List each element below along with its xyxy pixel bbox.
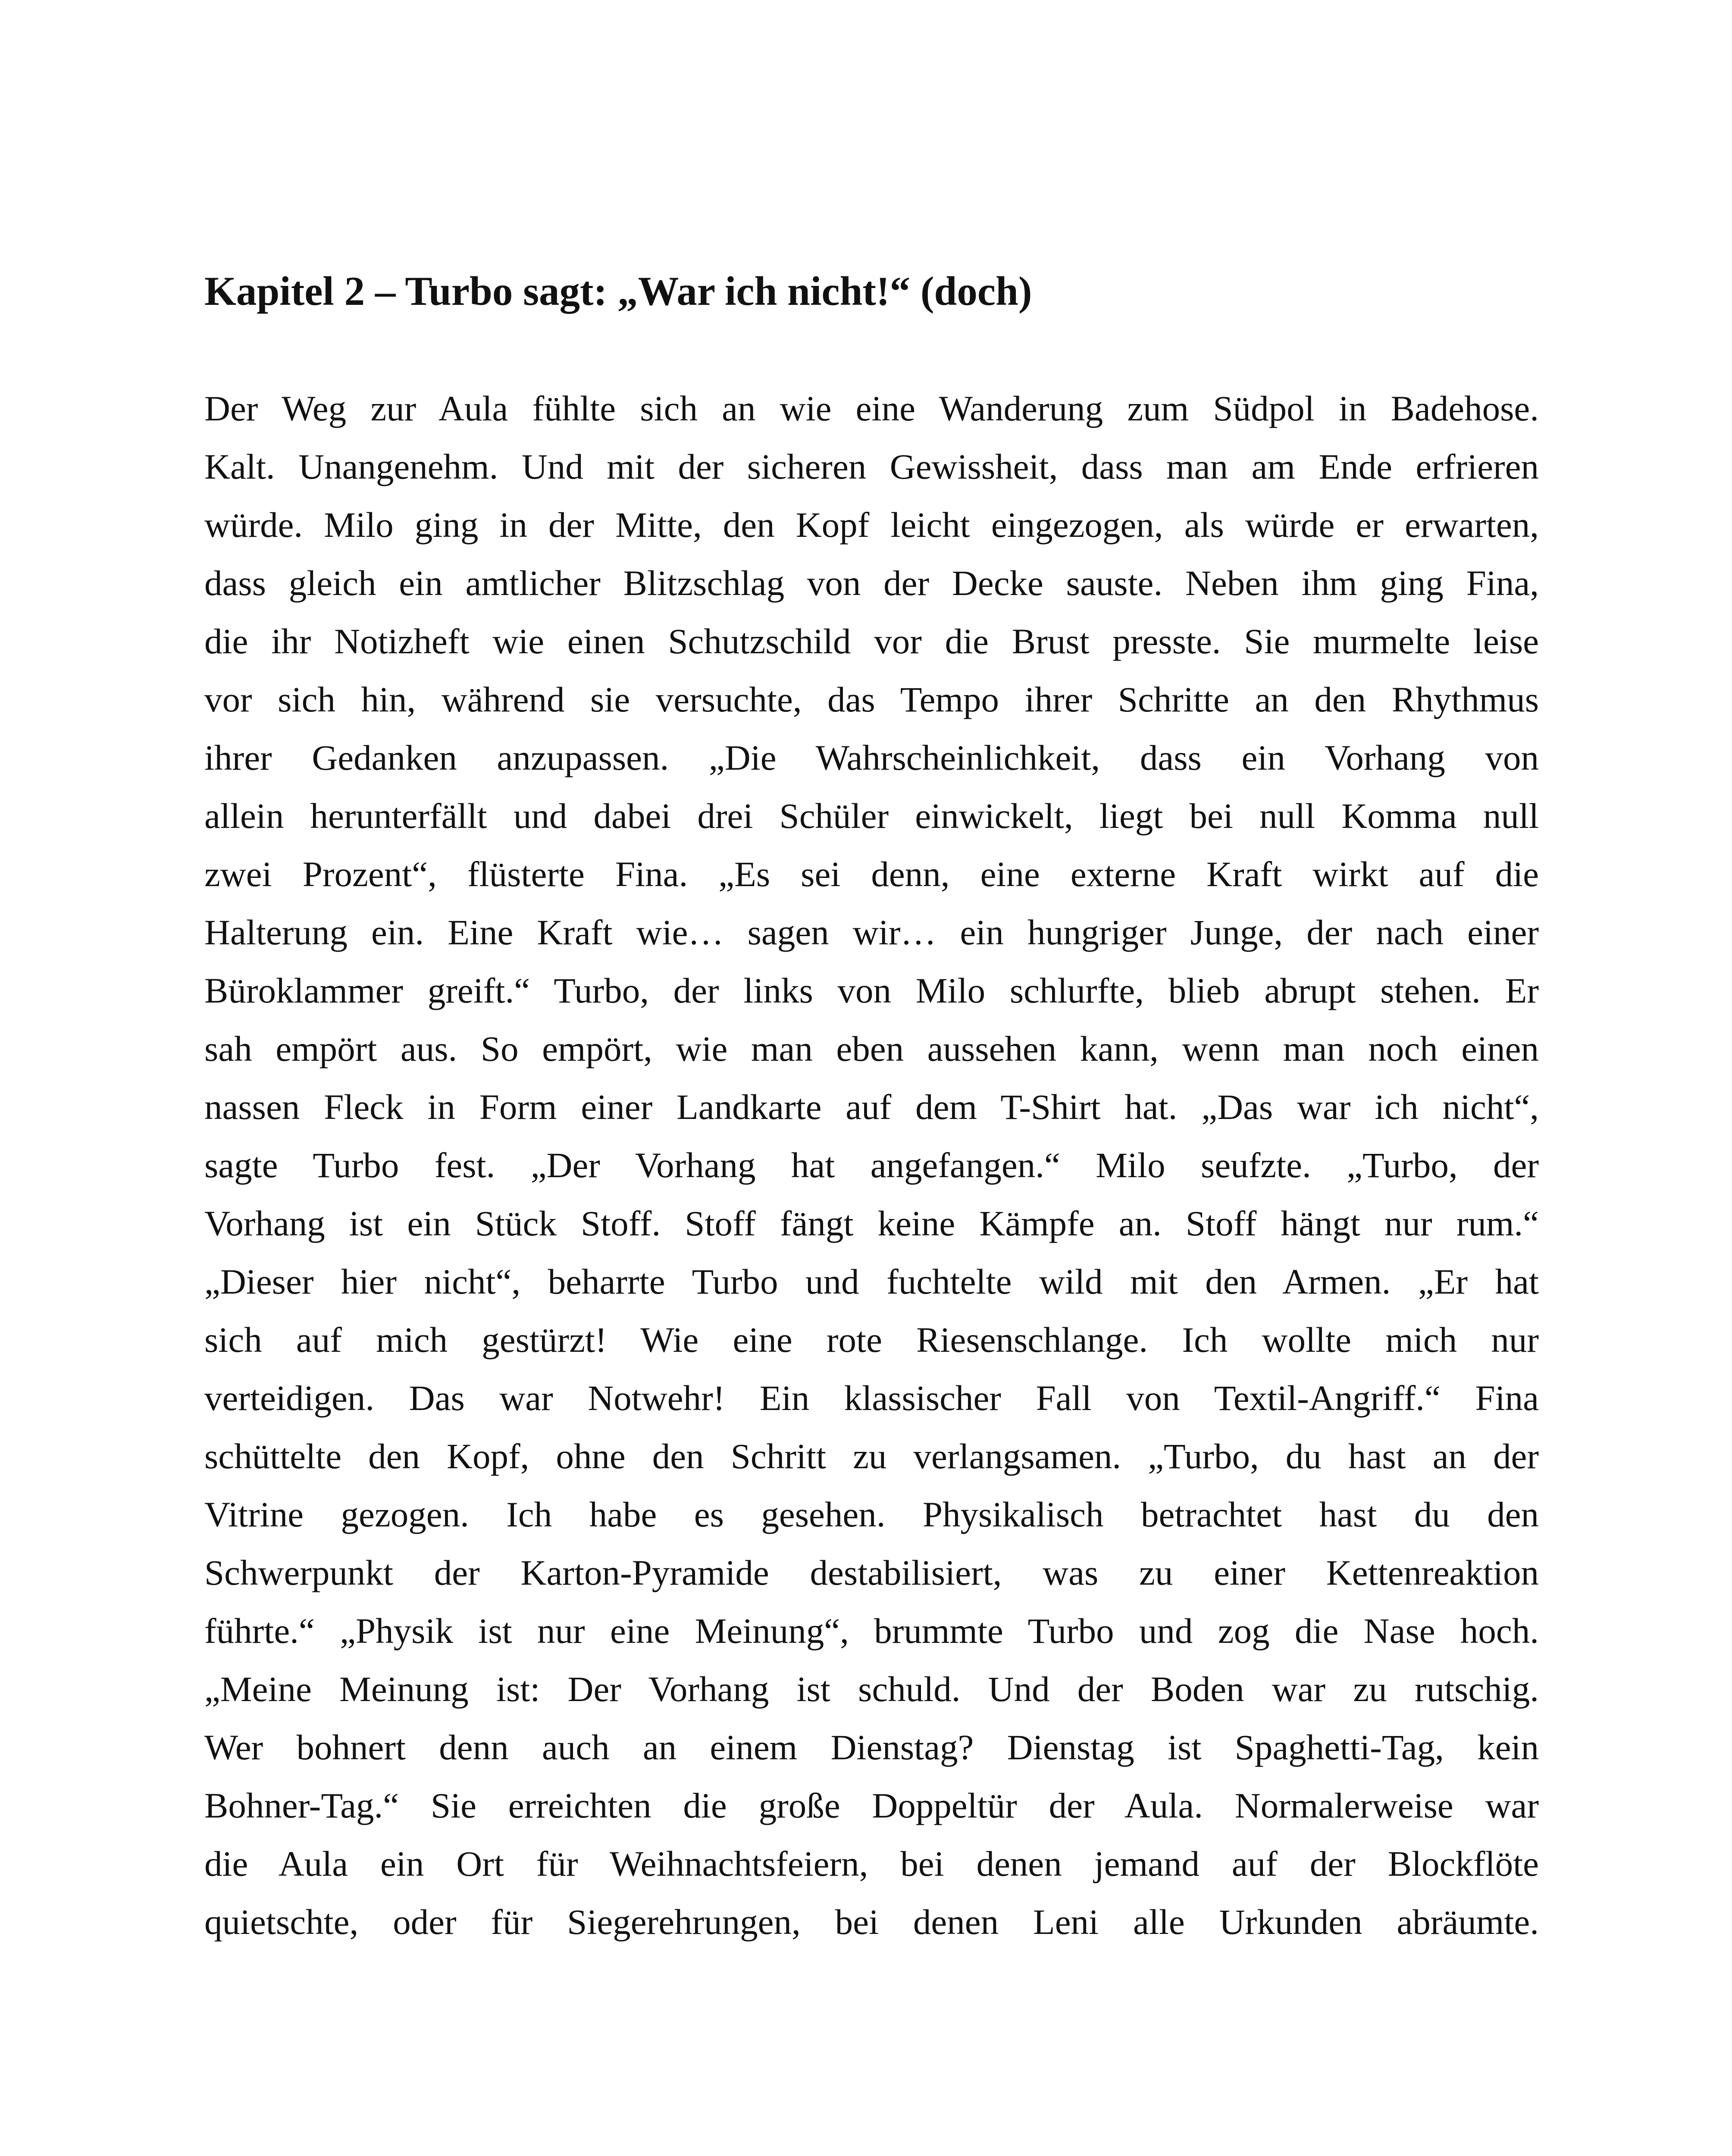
text-line: Vitrine gezogen. Ich habe es gesehen. Physikalisch betrachtet hast du den [204,1495,1539,1534]
text-line: Der Weg zur Aula fühlte sich an wie eine Wanderung zum Südpol in Badehose. [204,389,1539,428]
text-line: dass gleich ein amtlicher Blitzschlag von der Decke sauste. Neben ihm ging Fina, [204,563,1539,603]
text-line: Bohner-Tag.“ Sie erreichten die große Doppeltür der Aula. Normalerweise war [204,1786,1539,1825]
text-line: zwei Prozent“, flüsterte Fina. „Es sei denn, eine externe Kraft wirkt auf die [204,854,1539,894]
chapter-title: Kapitel 2 – Turbo sagt: „War ich nicht!“ (doch) [204,268,1032,314]
text-line: „Dieser hier nicht“, beharrte Turbo und fuchtelte wild mit den Armen. „Er hat [204,1262,1539,1301]
text-line: verteidigen. Das war Notwehr! Ein klassischer Fall von Textil-Angriff.“ Fina [204,1378,1539,1418]
text-line: die ihr Notizheft wie einen Schutzschild vor die Brust presste. Sie murmelte leise [204,621,1539,661]
text-line: nassen Fleck in Form einer Landkarte auf dem T-Shirt hat. „Das war ich nicht“, [204,1087,1539,1127]
body-text [204,379,1539,1951]
text-line: Vorhang ist ein Stück Stoff. Stoff fängt keine Kämpfe an. Stoff hängt nur rum.“ [204,1203,1539,1243]
text-line: sagte Turbo fest. „Der Vorhang hat angefangen.“ Milo seufzte. „Turbo, der [204,1145,1539,1185]
text-line: sah empört aus. So empört, wie man eben aussehen kann, wenn man noch einen [204,1029,1539,1069]
text-line: Wer bohnert denn auch an einem Dienstag? Dienstag ist Spaghetti-Tag, kein [204,1727,1539,1767]
text-line: vor sich hin, während sie versuchte, das Tempo ihrer Schritte an den Rhythmus [204,680,1539,719]
text-line: die Aula ein Ort für Weihnachtsfeiern, bei denen jemand auf der Blockflöte [204,1844,1539,1883]
text-line: Büroklammer greift.“ Turbo, der links von Milo schlurfte, blieb abrupt stehen. Er [204,971,1539,1010]
text-line: schüttelte den Kopf, ohne den Schritt zu verlangsamen. „Turbo, du hast an der [204,1436,1539,1476]
text-line: Kalt. Unangenehm. Und mit der sicheren Gewissheit, dass man am Ende erfrieren [204,447,1539,486]
text-line: „Meine Meinung ist: Der Vorhang ist schuld. Und der Boden war zu rutschig. [204,1669,1539,1709]
text-line: Schwerpunkt der Karton-Pyramide destabilisiert, was zu einer Kettenreaktion [204,1553,1539,1592]
text-line: sich auf mich gestürzt! Wie eine rote Riesenschlange. Ich wollte mich nur [204,1320,1539,1360]
text-line: würde. Milo ging in der Mitte, den Kopf leicht eingezogen, als würde er erwarten, [204,505,1539,545]
text-line: allein herunterfällt und dabei drei Schüler einwickelt, liegt bei null Komma null [204,796,1539,836]
text-line: Halterung ein. Eine Kraft wie… sagen wir… ein hungriger Junge, der nach einer [204,912,1539,952]
text-line: führte.“ „Physik ist nur eine Meinung“, brummte Turbo und zog die Nase hoch. [204,1611,1539,1651]
text-line: ihrer Gedanken anzupassen. „Die Wahrscheinlichkeit, dass ein Vorhang von [204,738,1539,777]
text-line: quietschte, oder für Siegerehrungen, bei denen Leni alle Urkunden abräumte. [204,1902,1539,1942]
